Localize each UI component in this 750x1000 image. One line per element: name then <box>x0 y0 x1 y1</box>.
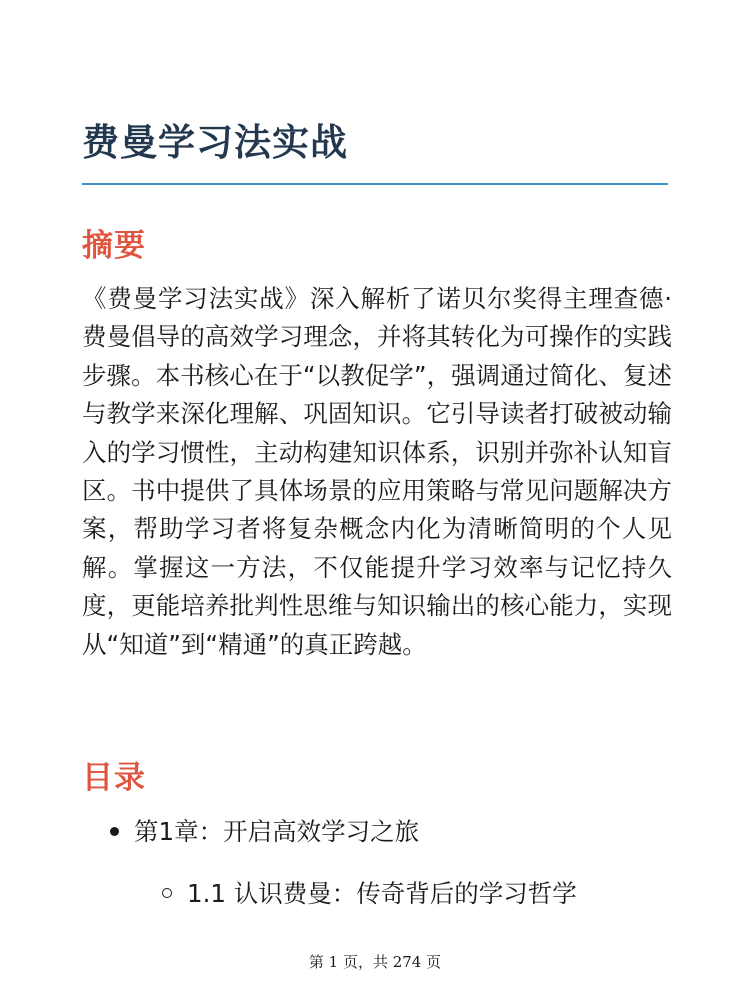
abstract-paragraph: 《费曼学习法实战》深入解析了诺贝尔奖得主理查德·费曼倡导的高效学习理念，并将其转化为可操作的实践步骤。本书核心在于“以教促学”，强调通过简化、复述与教学来深化理解、巩固知识。它引导读者打破被动输入的学习惯性，主动构建知识体系，识别并弥补认知盲区。书中提供了具体场景的应用策略与常见问题解决方案，帮助学习者将复杂概念内化为清晰简明的个人见解。掌握这一方法，不仅能提升学习效率与记忆持久度，更能培养批判性思维与知识输出的核心能力，实现从“知道”到“精通”的真正跨越。 <box>82 284 672 659</box>
document-title: 费曼学习法实战 <box>82 121 348 164</box>
title-divider <box>82 183 668 185</box>
toc-item-label: 第1章：开启高效学习之旅 <box>134 817 420 846</box>
toc-subitem-label: 1.1 认识费曼：传奇背后的学习哲学 <box>187 879 577 908</box>
toc-heading: 目录 <box>82 760 146 796</box>
page-number-footer: 第 1 页，共 274 页 <box>308 953 442 971</box>
abstract-heading: 摘要 <box>82 228 146 264</box>
toc-subitem-1-1[interactable] <box>162 875 577 910</box>
bullet-disc-icon <box>110 827 119 836</box>
bullet-circle-icon <box>162 888 172 898</box>
toc-item-chapter-1[interactable] <box>110 813 419 848</box>
